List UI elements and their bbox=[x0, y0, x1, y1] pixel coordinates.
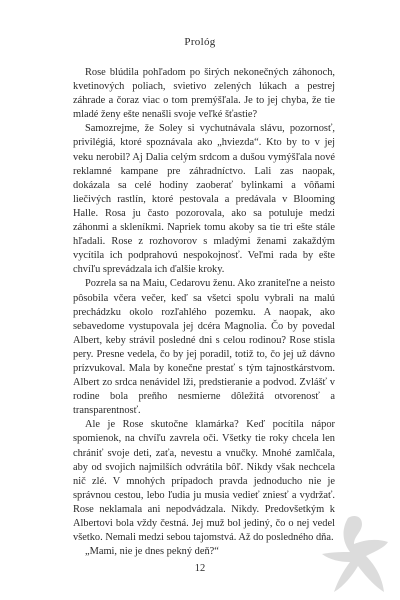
body-text bbox=[73, 66, 335, 559]
paragraph: Samozrejme, že Soley si vychutnávala slávu, pozornosť, privilégiá, ktoré spoznávala ako „hviezda“. Kto by to v jej veku nerobil? Aj Dalia celým srdcom a dušou vymýšľala nové reklamné kampane pre záhradníctvo. Lali zas naopak, dokázala sa celé hodiny zaoberať bylinkami a vôňami liečivých rastlín, ktoré pestovala a predávala v Blooming Halle. Rosa ju často pozorovala, ako sa potuluje medzi záhonmi a skleníkmi. Napriek tomu akoby sa tie tri ešte stále hľadali. Rose z rozhovorov s mladými ženami zakaždým vycítila ich podprahovú nespokojnosť. Veľmi rada by ešte chvíľu sprevádzala ich ďalšie kroky. bbox=[73, 123, 335, 276]
paragraph: „Mami, nie je dnes pekný deň?“ bbox=[85, 546, 219, 558]
page-header bbox=[0, 36, 400, 48]
page-number: 12 bbox=[194, 563, 206, 574]
chapter-title: Prológ bbox=[184, 36, 216, 48]
publisher-logo-icon bbox=[318, 510, 400, 600]
paragraph: Pozrela sa na Maiu, Cedarovu ženu. Ako zraniteľne a neisto pôsobila včera večer, keď sa všetci spolu vybrali na malú prechádzku okolo rozľahlého pozemku. A naopak, ako sebavedome vystupovala jej dcéra Magnolia. Čo by povedal Albert, keby strávil posledné dni s celou rodinou? Rose stisla pery. Presne vedela, čo by jej poradil, totiž to, čo jej už dávno prízvukoval. Mala by konečne prestať s tým tajnostkárstvom. Albert zo srdca nenávidel lži, predstieranie a podvod. Zvlášť v rodine bola preňho nesmierne dôležitá otvorenosť a transparentnosť. bbox=[73, 278, 335, 417]
paragraph: Rose blúdila pohľadom po širých nekonečných záhonoch, kvetinových poliach, svietivo zelených lúkach a pestrej záhrade a čoraz viac o tom premýšľala. Je to jej chyba, že tie mladé ženy ešte nenašli svoje veľké šťastie? bbox=[73, 67, 335, 121]
paragraph: Ale je Rose skutočne klamárka? Keď pocítila nápor spomienok, na chvíľu zavrela oči. Všetky tie roky chcela len chrániť svoje deti, zaťa, nevestu a vnučky. Mnohé zamlčala, aby od svojich najmilších odvrátila bôľ. Nikdy však nechcela nič zlé. V mnohých prípadoch pravda jednoducho nie je správnou cestou, lebo ľudia ju musia vedieť zniesť a vydržať. Rose neklamala ani nepodvádzala. Nikdy. Predovšetkým k Albertovi bola vždy čestná. Jej muž bol jediný, čo o nej vedel všetko. Nemali medzi sebou tajomstvá. Až do posledného dňa. bbox=[73, 419, 335, 544]
